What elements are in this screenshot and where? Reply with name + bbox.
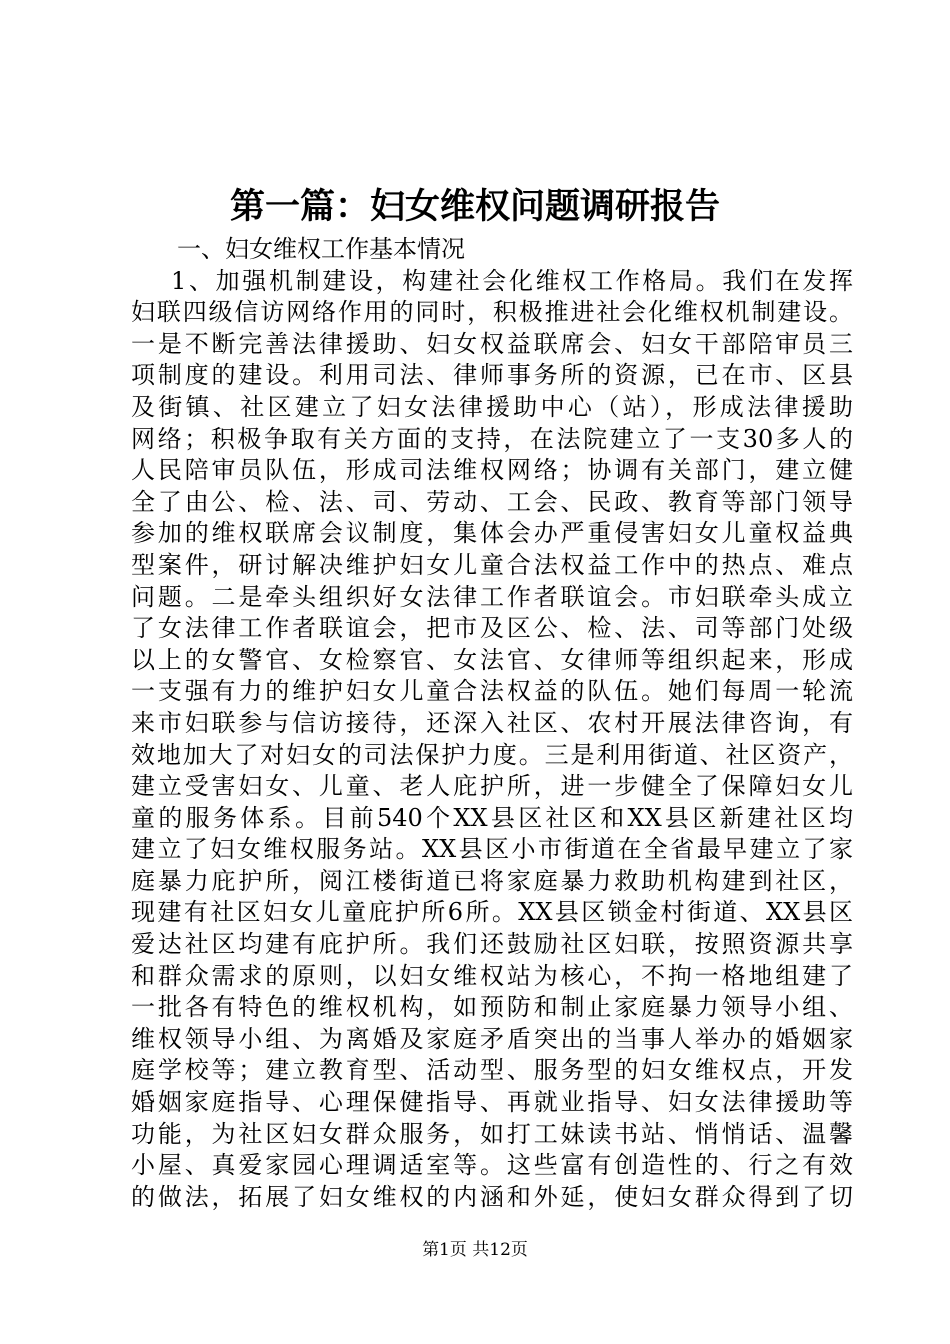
paragraph-line: 维权领导小组、为离婚及家庭矛盾突出的当事人举办的婚姻家: [131, 1024, 853, 1053]
paragraph-line: 1、加强机制建设，构建社会化维权工作格局。我们在发挥: [171, 266, 853, 295]
paragraph-line: 和群众需求的原则，以妇女维权站为核心，不拘一格地组建了: [131, 961, 853, 990]
paragraph-line: 以上的女警官、女检察官、女法官、女律师等组织起来，形成: [131, 645, 853, 674]
paragraph-line: 来市妇联参与信访接待，还深入社区、农村开展法律咨询，有: [131, 708, 853, 737]
paragraph-line: 建立了妇女维权服务站。XX县区小市街道在全省最早建立了家: [131, 835, 853, 864]
document-title: 第一篇：妇女维权问题调研报告: [229, 186, 720, 227]
paragraph-line: 功能，为社区妇女群众服务，如打工妹读书站、悄悄话、温馨: [131, 1119, 853, 1148]
paragraph-line: 参加的维权联席会议制度，集体会办严重侵害妇女儿童权益典: [131, 519, 853, 548]
paragraph-line: 庭学校等；建立教育型、活动型、服务型的妇女维权点，开发: [131, 1056, 853, 1085]
paragraph-line: 一支强有力的维护妇女儿童合法权益的队伍。她们每周一轮流: [131, 677, 853, 706]
paragraph-line: 效地加大了对妇女的司法保护力度。三是利用街道、社区资产，: [131, 740, 853, 769]
page-footer: 第1页 共12页: [422, 1240, 528, 1260]
paragraph-line: 了女法律工作者联谊会，把市及区公、检、法、司等部门处级: [131, 614, 853, 643]
paragraph-line: 一批各有特色的维权机构，如预防和制止家庭暴力领导小组、: [131, 993, 853, 1022]
paragraph-line: 婚姻家庭指导、心理保健指导、再就业指导、妇女法律援助等: [131, 1088, 853, 1117]
paragraph-line: 型案件，研讨解决维护妇女儿童合法权益工作中的热点、难点: [131, 550, 853, 579]
paragraph-line: 问题。二是牵头组织好女法律工作者联谊会。市妇联牵头成立: [131, 582, 853, 611]
paragraph-line: 童的服务体系。目前540个XX县区社区和XX县区新建社区均: [131, 803, 853, 832]
paragraph-line: 网络；积极争取有关方面的支持，在法院建立了一支30多人的: [131, 424, 853, 453]
paragraph-line: 一是不断完善法律援助、妇女权益联席会、妇女干部陪审员三: [131, 329, 853, 358]
paragraph-line: 人民陪审员队伍，形成司法维权网络；协调有关部门，建立健: [131, 456, 853, 485]
paragraph-line: 及街镇、社区建立了妇女法律援助中心（站），形成法律援助: [131, 392, 853, 421]
paragraph-line: 的做法，拓展了妇女维权的内涵和外延，使妇女群众得到了切: [131, 1182, 853, 1211]
paragraph-line: 庭暴力庇护所，阅江楼街道已将家庭暴力救助机构建到社区，: [131, 866, 853, 895]
paragraph-line: 妇联四级信访网络作用的同时，积极推进社会化维权机制建设。: [131, 298, 853, 327]
document-body: [131, 234, 853, 1213]
section-heading: 一、妇女维权工作基本情况: [177, 235, 465, 263]
paragraph-line: 建立受害妇女、儿童、老人庇护所，进一步健全了保障妇女儿: [131, 772, 853, 801]
paragraph-line: 全了由公、检、法、司、劳动、工会、民政、教育等部门领导: [131, 487, 853, 516]
paragraph-line: 项制度的建设。利用司法、律师事务所的资源，已在市、区县: [131, 361, 853, 390]
paragraph-line: 小屋、真爱家园心理调适室等。这些富有创造性的、行之有效: [131, 1151, 853, 1180]
paragraph-line: 现建有社区妇女儿童庇护所6所。XX县区锁金村街道、XX县区: [131, 898, 853, 927]
paragraph-line: 爱达社区均建有庇护所。我们还鼓励社区妇联，按照资源共享: [131, 930, 853, 959]
